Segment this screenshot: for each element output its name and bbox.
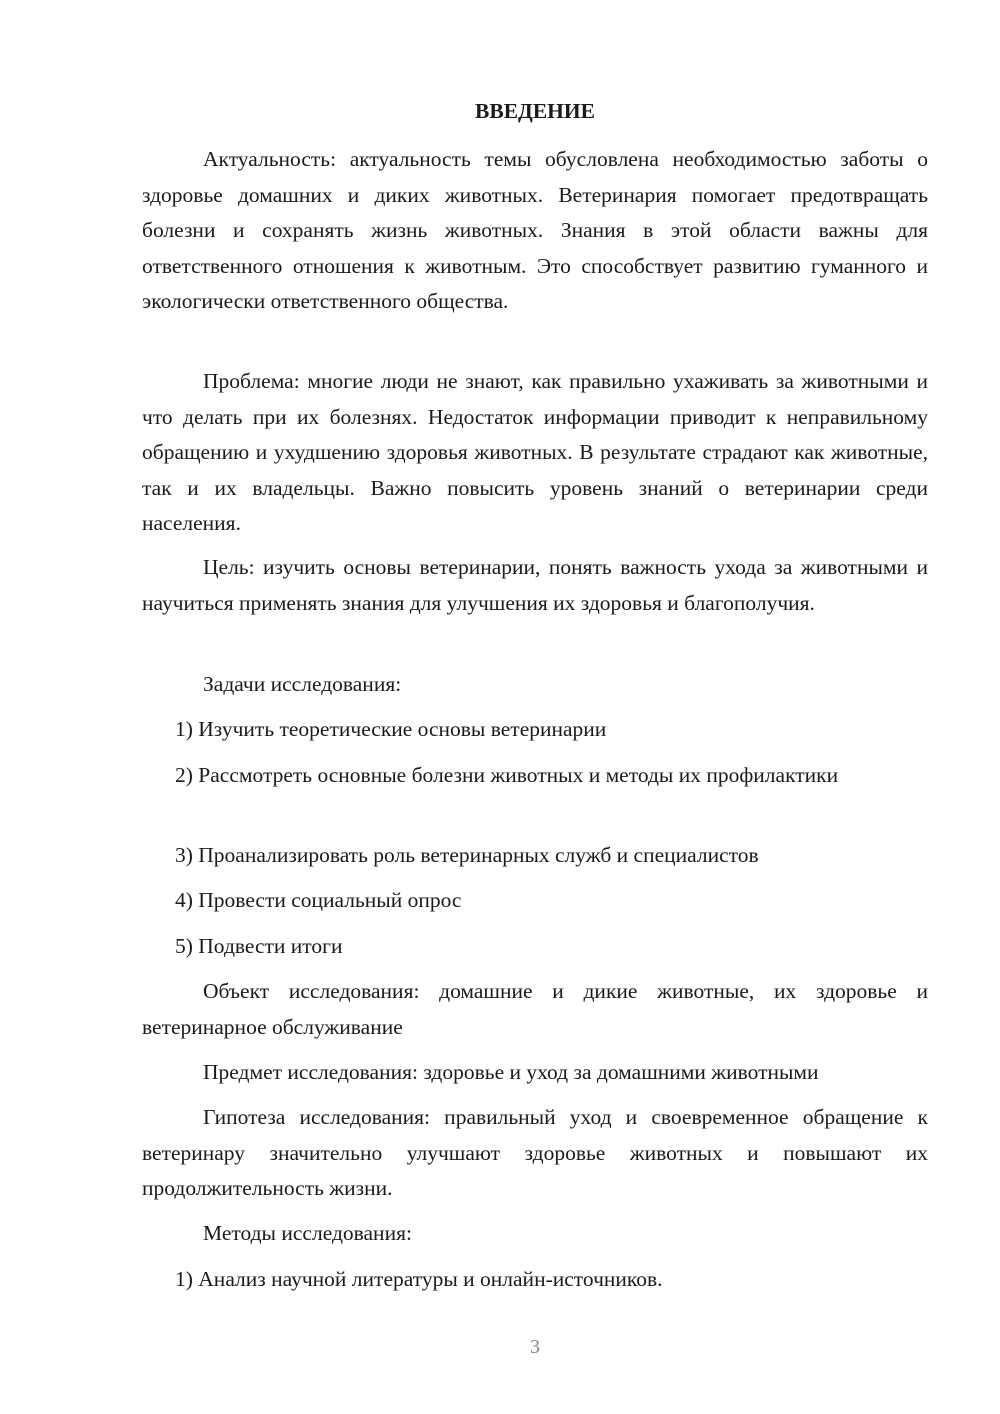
task-item-3: 3) Проанализировать роль ветеринарных служб и специалистов: [175, 843, 759, 867]
paragraph-subject: Предмет исследования: здоровье и уход за домашними животными: [203, 1060, 819, 1084]
paragraph-relevance: Актуальность: актуальность темы обусловлена необходимостью заботы о здоровье домашних и диких животных. Ветеринария помогает предотвращать болезни и сохранять жизнь животных. Знания в этой области важны для ответственного отношения к животным. Это способствует развитию гуманного и экологически ответственного общества.: [142, 147, 928, 313]
paragraph-problem: Проблема: многие люди не знают, как правильно ухаживать за животными и что делать при их болезнях. Недостаток информации приводит к неправильному обращению и ухудшению здоровья животных. В результате страдают как животные, так и их владельцы. Важно повысить уровень знаний о ветеринарии среди населения.: [142, 369, 928, 535]
paragraph-object: Объект исследования: домашние и дикие животные, их здоровье и ветеринарное обслуживание: [142, 979, 928, 1039]
task-item-5: 5) Подвести итоги: [175, 934, 343, 958]
section-title: ВВЕДЕНИЕ: [475, 99, 595, 123]
task-item-4: 4) Провести социальный опрос: [175, 888, 462, 912]
page-number: 3: [530, 1336, 540, 1358]
method-item-1: 1) Анализ научной литературы и онлайн-источников.: [175, 1267, 663, 1291]
task-item-2: 2) Рассмотреть основные болезни животных и методы их профилактики: [175, 763, 839, 787]
task-item-1: 1) Изучить теоретические основы ветеринарии: [175, 717, 607, 741]
tasks-heading: Задачи исследования:: [203, 672, 402, 696]
paragraph-goal: Цель: изучить основы ветеринарии, понять важность ухода за животными и научиться применять знания для улучшения их здоровья и благополучия.: [142, 555, 928, 615]
paragraph-hypothesis: Гипотеза исследования: правильный уход и своевременное обращение к ветеринару значительно улучшают здоровье животных и повышают их продолжительность жизни.: [142, 1105, 928, 1200]
methods-heading: Методы исследования:: [203, 1221, 412, 1245]
